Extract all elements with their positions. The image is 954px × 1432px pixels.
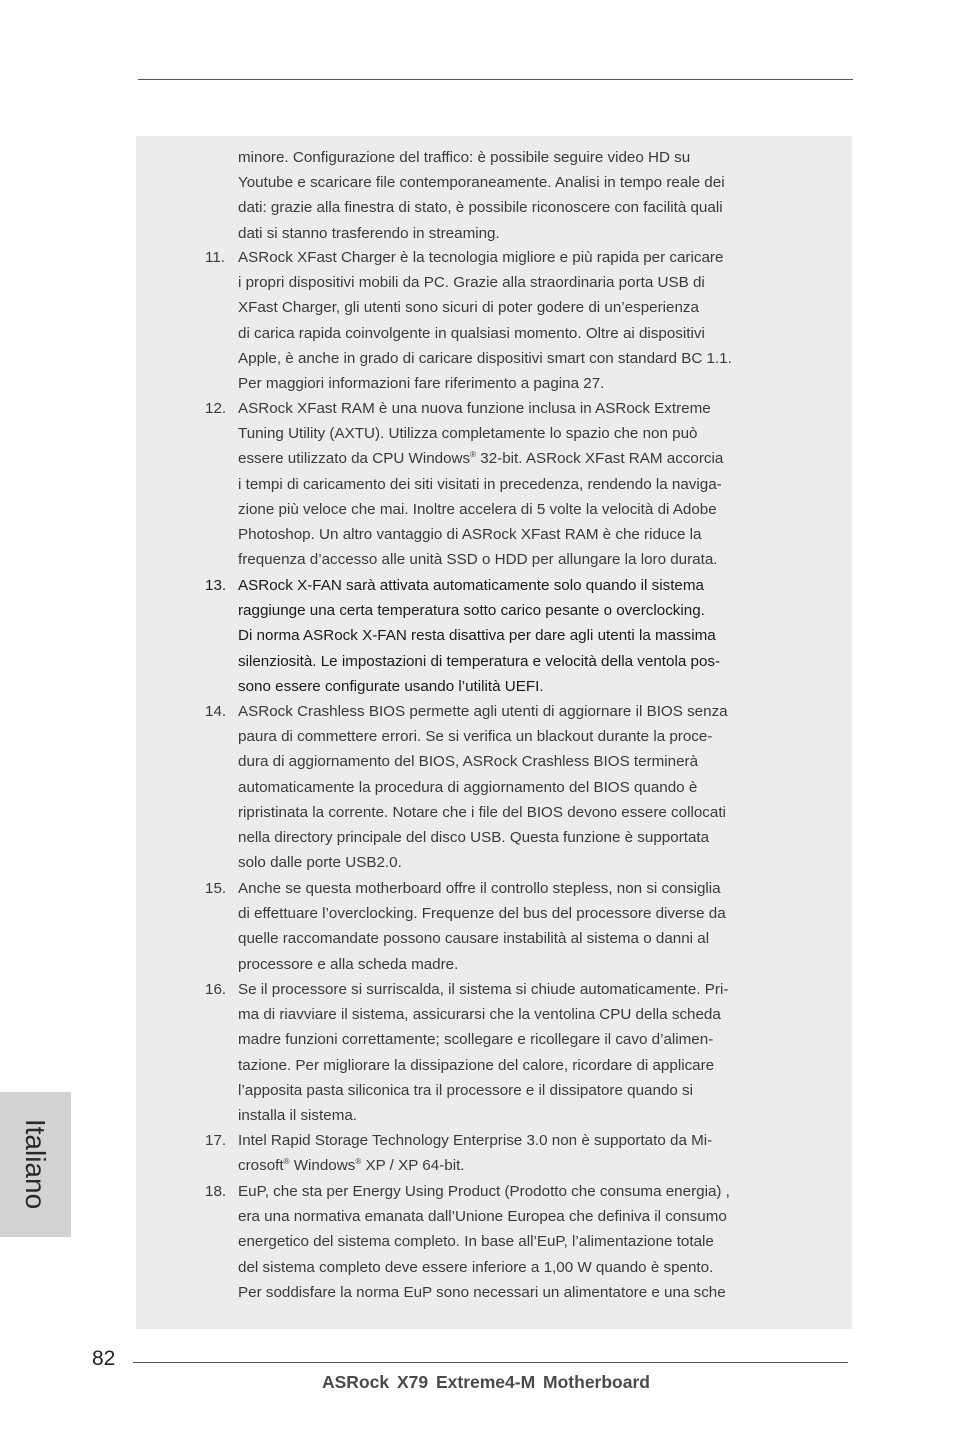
item-number: 11. <box>205 249 225 266</box>
text-line: processore e alla scheda madre. <box>238 955 459 973</box>
text-line: ripristinata la corrente. Notare che i file del BIOS devono essere collocati <box>238 803 726 821</box>
item-text <box>238 573 790 699</box>
item-number: 14. <box>205 703 227 720</box>
text-line: Apple, è anche in grado di caricare dispositivi smart con standard BC 1.1. <box>238 349 732 367</box>
text-line: i propri dispositivi mobili da PC. Grazie alla straordinaria porta USB di <box>238 274 705 292</box>
intro-paragraph <box>238 145 788 246</box>
text-line: l’apposita pasta siliconica tra il processore e il dissipatore quando si <box>238 1081 694 1099</box>
language-side-tab <box>0 1092 71 1237</box>
page-number: 82 <box>92 1347 116 1370</box>
text-line: dati: grazie alla finestra di stato, è possibile riconoscere con facilità quali <box>238 199 723 217</box>
language-label: Italiano <box>20 1118 51 1210</box>
text-line: dura di aggiornamento del BIOS, ASRock Crashless BIOS terminerà <box>238 753 699 771</box>
text-line: paura di commettere errori. Se si verifica un blackout durante la proce- <box>238 728 713 746</box>
text-line: dati si stanno trasferendo in streaming. <box>238 224 500 242</box>
text-line: ASRock X-FAN sarà attivata automaticamente solo quando il sistema <box>238 577 704 594</box>
text-line: Di norma ASRock X-FAN resta disattiva per dare agli utenti la massima <box>238 627 716 645</box>
text-line: automaticamente la procedura di aggiornamento del BIOS quando è <box>238 778 698 796</box>
text-line: raggiunge una certa temperatura sotto carico pesante o overclocking. <box>238 602 705 620</box>
text-line: silenziosità. Le impostazioni di temperatura e velocità della ventola pos- <box>238 652 721 670</box>
item-number: 17. <box>205 1132 227 1149</box>
item-number: 13. <box>205 577 227 594</box>
top-rule <box>138 79 853 80</box>
item-number: 12. <box>205 400 227 417</box>
text-line: Intel Rapid Storage Technology Enterprise 3.0 non è supportato da Mi- <box>238 1132 713 1149</box>
text-line: solo dalle porte USB2.0. <box>238 854 402 872</box>
text-line: i tempi di caricamento dei siti visitati in precedenza, rendendo la naviga- <box>238 475 722 493</box>
text-line: energetico del sistema completo. In base all’EuP, l’alimentazione totale <box>238 1233 714 1251</box>
item-text <box>238 396 790 572</box>
text-line: EuP, che sta per Energy Using Product (Prodotto che consuma energia) , <box>238 1183 730 1200</box>
item-number: 15. <box>205 880 227 897</box>
text-line: di effettuare l’overclocking. Frequenze del bus del processore diverse da <box>238 905 726 923</box>
text-line: Youtube e scaricare file contemporaneamente. Analisi in tempo reale dei <box>238 174 725 192</box>
text-line: Tuning Utility (AXTU). Utilizza completamente lo spazio che non può <box>238 425 698 443</box>
text-line: Se il processore si surriscalda, il sistema si chiude automaticamente. Pri- <box>238 981 729 998</box>
text-line: tazione. Per migliorare la dissipazione del calore, ricordare di applicare <box>238 1056 715 1074</box>
text-line: ASRock XFast RAM è una nuova funzione inclusa in ASRock Extreme <box>238 400 711 417</box>
item-text <box>238 876 790 977</box>
text-line: zione più veloce che mai. Inoltre accelera di 5 volte la velocità di Adobe <box>238 500 717 518</box>
text-line: del sistema completo deve essere inferiore a 1,00 W quando è spento. <box>238 1258 714 1276</box>
text-line: nella directory principale del disco USB. Questa funzione è supportata <box>238 828 710 846</box>
text-line: Anche se questa motherboard offre il controllo stepless, non si consiglia <box>238 880 721 897</box>
text-line: Photoshop. Un altro vantaggio di ASRock XFast RAM è che riduce la <box>238 525 702 543</box>
text-line: installa il sistema. <box>238 1106 358 1124</box>
text-line: Per soddisfare la norma EuP sono necessari un alimentatore e una sche <box>238 1283 726 1301</box>
text-line: ASRock XFast Charger è la tecnologia migliore e più rapida per caricare <box>238 249 724 266</box>
footer-title: ASRock X79 Extreme4-M Motherboard <box>322 1372 650 1392</box>
text-line: frequenza d’accesso alle unità SSD o HDD per allungare la loro durata. <box>238 551 718 569</box>
text-line: ma di riavviare il sistema, assicurarsi che la ventolina CPU della scheda <box>238 1006 721 1024</box>
text-line: di carica rapida coinvolgente in qualsiasi momento. Oltre ai dispositivi <box>238 324 705 342</box>
text-line: quelle raccomandate possono causare instabilità al sistema o danni al <box>238 930 710 948</box>
item-text <box>238 1128 790 1178</box>
text-line: essere utilizzato da CPU Windows® 32-bit. ASRock XFast RAM accorcia <box>238 450 724 468</box>
bottom-rule <box>133 1362 848 1363</box>
text-line: minore. Configurazione del traffico: è possibile seguire video HD su <box>238 149 691 166</box>
text-line: Per maggiori informazioni fare riferimento a pagina 27. <box>238 374 605 392</box>
text-line: XFast Charger, gli utenti sono sicuri di poter godere di un’esperienza <box>238 299 699 317</box>
item-number: 18. <box>205 1183 227 1200</box>
text-line: ASRock Crashless BIOS permette agli utenti di aggiornare il BIOS senza <box>238 703 728 720</box>
text-line: madre funzioni correttamente; scollegare e ricollegare il cavo d’alimen- <box>238 1031 714 1049</box>
text-line: crosoft® Windows® XP / XP 64-bit. <box>238 1157 465 1175</box>
item-text <box>238 699 790 875</box>
item-text <box>238 245 790 396</box>
item-text <box>238 977 790 1128</box>
item-text <box>238 1179 790 1305</box>
item-number: 16. <box>205 981 227 998</box>
text-line: era una normativa emanata dall’Unione Europea che definiva il consumo <box>238 1208 727 1226</box>
text-line: sono essere configurate usando l’utilità UEFI. <box>238 677 544 695</box>
